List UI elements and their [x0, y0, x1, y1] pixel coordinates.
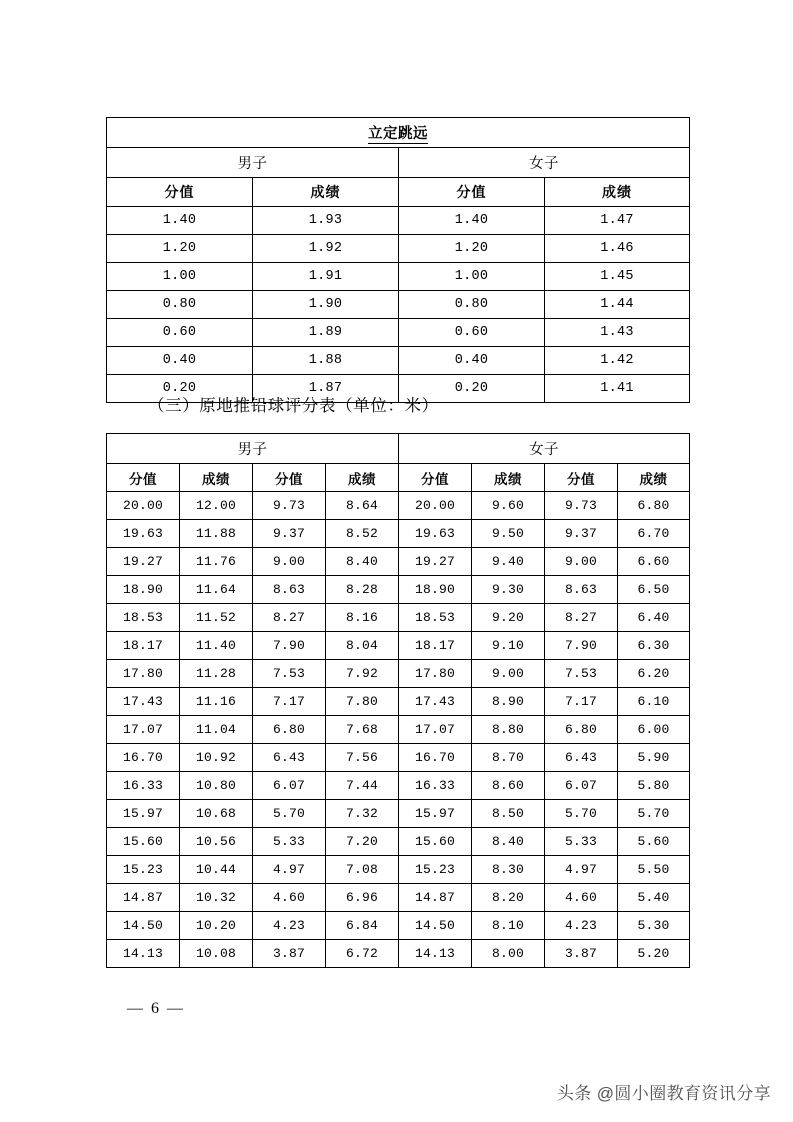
cell: 6.70: [618, 520, 690, 548]
table-row: [107, 884, 690, 912]
cell: 1.90: [253, 291, 399, 319]
cell: 15.60: [107, 828, 180, 856]
cell: 1.20: [107, 235, 253, 263]
cell: 8.10: [472, 912, 545, 940]
table-row: [107, 912, 690, 940]
cell: 0.20: [399, 375, 545, 403]
table-row: [107, 604, 690, 632]
cell: 8.27: [545, 604, 618, 632]
cell: 8.90: [472, 688, 545, 716]
cell: 4.60: [253, 884, 326, 912]
cell: 0.40: [399, 347, 545, 375]
cell: 6.40: [618, 604, 690, 632]
table-row: [107, 800, 690, 828]
cell: 6.50: [618, 576, 690, 604]
cell: 7.53: [545, 660, 618, 688]
cell: 1.93: [253, 207, 399, 235]
cell: 8.16: [326, 604, 399, 632]
cell: 17.43: [399, 688, 472, 716]
cell: 8.20: [472, 884, 545, 912]
cell: 8.00: [472, 940, 545, 968]
cell: 5.70: [618, 800, 690, 828]
cell: 1.20: [399, 235, 545, 263]
cell: 1.92: [253, 235, 399, 263]
cell: 15.60: [399, 828, 472, 856]
cell: 16.33: [399, 772, 472, 800]
cell: 1.00: [107, 263, 253, 291]
cell: 14.87: [399, 884, 472, 912]
cell: 8.40: [472, 828, 545, 856]
cell: 5.70: [253, 800, 326, 828]
cell: 10.08: [180, 940, 253, 968]
table-row: [107, 576, 690, 604]
cell: 20.00: [107, 492, 180, 520]
cell: 5.33: [545, 828, 618, 856]
cell: 4.23: [545, 912, 618, 940]
cell: 3.87: [545, 940, 618, 968]
cell: 14.87: [107, 884, 180, 912]
table-row: [107, 632, 690, 660]
cell: 5.70: [545, 800, 618, 828]
cell: 15.23: [399, 856, 472, 884]
cell: 5.60: [618, 828, 690, 856]
cell: 17.07: [399, 716, 472, 744]
cell: 6.07: [253, 772, 326, 800]
cell: 10.32: [180, 884, 253, 912]
cell: 7.08: [326, 856, 399, 884]
cell: 8.40: [326, 548, 399, 576]
cell: 5.50: [618, 856, 690, 884]
cell: 6.80: [253, 716, 326, 744]
cell: 3.87: [253, 940, 326, 968]
section-heading: （三）原地推铅球评分表（单位：米）: [148, 396, 439, 415]
cell: 9.30: [472, 576, 545, 604]
table-row: [107, 688, 690, 716]
cell: 10.44: [180, 856, 253, 884]
cell: 11.40: [180, 632, 253, 660]
cell: 7.17: [253, 688, 326, 716]
cell: 7.68: [326, 716, 399, 744]
cell: 4.97: [253, 856, 326, 884]
cell: 9.73: [545, 492, 618, 520]
cell: 1.43: [545, 319, 690, 347]
cell: 15.23: [107, 856, 180, 884]
female-result-header-1: 成绩: [472, 464, 545, 492]
cell: 16.33: [107, 772, 180, 800]
cell: 6.96: [326, 884, 399, 912]
cell: 17.07: [107, 716, 180, 744]
cell: 7.20: [326, 828, 399, 856]
cell: 0.60: [399, 319, 545, 347]
page-number: — 6 —: [127, 1000, 185, 1017]
cell: 7.80: [326, 688, 399, 716]
cell: 9.60: [472, 492, 545, 520]
cell: 11.16: [180, 688, 253, 716]
cell: 9.37: [545, 520, 618, 548]
cell: 9.50: [472, 520, 545, 548]
male-score-header-2: 分值: [253, 464, 326, 492]
cell: 6.10: [618, 688, 690, 716]
cell: 15.97: [399, 800, 472, 828]
cell: 9.00: [472, 660, 545, 688]
cell: 16.70: [399, 744, 472, 772]
cell: 8.27: [253, 604, 326, 632]
cell: 18.90: [107, 576, 180, 604]
table-row: [107, 716, 690, 744]
cell: 9.40: [472, 548, 545, 576]
cell: 17.80: [399, 660, 472, 688]
male-result-header-2: 成绩: [326, 464, 399, 492]
table-row: [107, 660, 690, 688]
cell: 19.63: [399, 520, 472, 548]
table-row: [107, 856, 690, 884]
table-row: [107, 520, 690, 548]
table-row: [107, 940, 690, 968]
cell: 8.64: [326, 492, 399, 520]
watermark: 头条 @圆小圈教育资讯分享: [556, 1084, 771, 1103]
cell: 5.33: [253, 828, 326, 856]
cell: 9.73: [253, 492, 326, 520]
female-result-header-2: 成绩: [618, 464, 690, 492]
cell: 4.23: [253, 912, 326, 940]
cell: 6.20: [618, 660, 690, 688]
column-header-row: [107, 464, 690, 492]
cell: 1.47: [545, 207, 690, 235]
cell: 8.80: [472, 716, 545, 744]
cell: 7.56: [326, 744, 399, 772]
cell: 19.27: [399, 548, 472, 576]
cell: 0.80: [107, 291, 253, 319]
male-group-header: 男子: [107, 148, 399, 178]
cell: 17.43: [107, 688, 180, 716]
cell: 6.80: [618, 492, 690, 520]
cell: 11.64: [180, 576, 253, 604]
male-score-header-1: 分值: [107, 464, 180, 492]
table-row: [107, 492, 690, 520]
female-score-header: 分值: [399, 178, 545, 207]
cell: 9.37: [253, 520, 326, 548]
cell: 6.43: [253, 744, 326, 772]
cell: 1.91: [253, 263, 399, 291]
female-group-header: 女子: [399, 434, 690, 464]
cell: 7.92: [326, 660, 399, 688]
cell: 20.00: [399, 492, 472, 520]
standing-long-jump-table: [106, 117, 690, 403]
shot-put-scoring-table: [106, 433, 690, 968]
cell: 9.00: [545, 548, 618, 576]
cell: 5.20: [618, 940, 690, 968]
standing-long-jump-title: 立定跳远: [368, 126, 428, 142]
cell: 1.41: [545, 375, 690, 403]
cell: 6.60: [618, 548, 690, 576]
cell: 1.87: [253, 375, 399, 403]
cell: 17.80: [107, 660, 180, 688]
cell: 8.60: [472, 772, 545, 800]
cell: 14.50: [107, 912, 180, 940]
cell: 8.52: [326, 520, 399, 548]
cell: 1.89: [253, 319, 399, 347]
cell: 1.40: [399, 207, 545, 235]
cell: 16.70: [107, 744, 180, 772]
table-row: [107, 828, 690, 856]
table-row: [107, 235, 690, 263]
cell: 6.80: [545, 716, 618, 744]
cell: 10.56: [180, 828, 253, 856]
cell: 6.43: [545, 744, 618, 772]
cell: 5.80: [618, 772, 690, 800]
shot-put-table-body: [107, 434, 690, 968]
cell: 6.07: [545, 772, 618, 800]
table-row: [107, 263, 690, 291]
cell: 5.40: [618, 884, 690, 912]
cell: 19.27: [107, 548, 180, 576]
cell: 7.32: [326, 800, 399, 828]
cell: 5.90: [618, 744, 690, 772]
cell: 18.53: [399, 604, 472, 632]
cell: 8.70: [472, 744, 545, 772]
cell: 10.80: [180, 772, 253, 800]
cell: 4.60: [545, 884, 618, 912]
cell: 8.04: [326, 632, 399, 660]
cell: 1.42: [545, 347, 690, 375]
cell: 15.97: [107, 800, 180, 828]
cell: 0.40: [107, 347, 253, 375]
cell: 11.28: [180, 660, 253, 688]
cell: 18.90: [399, 576, 472, 604]
cell: 9.20: [472, 604, 545, 632]
male-group-header: 男子: [107, 434, 399, 464]
standing-long-jump-table-body: [107, 118, 690, 403]
cell: 11.52: [180, 604, 253, 632]
table-row: [107, 772, 690, 800]
cell: 1.45: [545, 263, 690, 291]
table-row: [107, 347, 690, 375]
cell: 18.17: [399, 632, 472, 660]
female-score-header-2: 分值: [545, 464, 618, 492]
table-row: [107, 548, 690, 576]
male-result-header-1: 成绩: [180, 464, 253, 492]
cell: 1.46: [545, 235, 690, 263]
cell: 1.40: [107, 207, 253, 235]
gender-header-row: [107, 148, 690, 178]
cell: 11.04: [180, 716, 253, 744]
cell: 9.10: [472, 632, 545, 660]
cell: 14.50: [399, 912, 472, 940]
cell: 5.30: [618, 912, 690, 940]
cell: 0.20: [107, 375, 253, 403]
cell: 12.00: [180, 492, 253, 520]
cell: 4.97: [545, 856, 618, 884]
female-group-header: 女子: [399, 148, 690, 178]
cell: 8.30: [472, 856, 545, 884]
cell: 0.80: [399, 291, 545, 319]
cell: 7.44: [326, 772, 399, 800]
table-row: [107, 291, 690, 319]
cell: 8.63: [545, 576, 618, 604]
cell: 18.53: [107, 604, 180, 632]
cell: 10.20: [180, 912, 253, 940]
cell: 8.63: [253, 576, 326, 604]
male-score-header: 分值: [107, 178, 253, 207]
standing-long-jump-title-cell: [107, 118, 690, 148]
column-header-row: [107, 178, 690, 207]
cell: 8.50: [472, 800, 545, 828]
table-row: [107, 744, 690, 772]
cell: 7.90: [253, 632, 326, 660]
cell: 1.88: [253, 347, 399, 375]
cell: 11.88: [180, 520, 253, 548]
cell: 19.63: [107, 520, 180, 548]
cell: 9.00: [253, 548, 326, 576]
cell: 11.76: [180, 548, 253, 576]
cell: 7.90: [545, 632, 618, 660]
cell: 7.53: [253, 660, 326, 688]
cell: 10.92: [180, 744, 253, 772]
male-result-header: 成绩: [253, 178, 399, 207]
gender-header-row: [107, 434, 690, 464]
cell: 8.28: [326, 576, 399, 604]
cell: 14.13: [399, 940, 472, 968]
cell: 1.00: [399, 263, 545, 291]
table-row: [107, 319, 690, 347]
table-row: [107, 207, 690, 235]
table-title-row: [107, 118, 690, 148]
cell: 14.13: [107, 940, 180, 968]
cell: 0.60: [107, 319, 253, 347]
cell: 18.17: [107, 632, 180, 660]
cell: 6.72: [326, 940, 399, 968]
female-score-header-1: 分值: [399, 464, 472, 492]
cell: 6.30: [618, 632, 690, 660]
cell: 10.68: [180, 800, 253, 828]
cell: 1.44: [545, 291, 690, 319]
female-result-header: 成绩: [545, 178, 690, 207]
cell: 6.00: [618, 716, 690, 744]
cell: 6.84: [326, 912, 399, 940]
cell: 7.17: [545, 688, 618, 716]
